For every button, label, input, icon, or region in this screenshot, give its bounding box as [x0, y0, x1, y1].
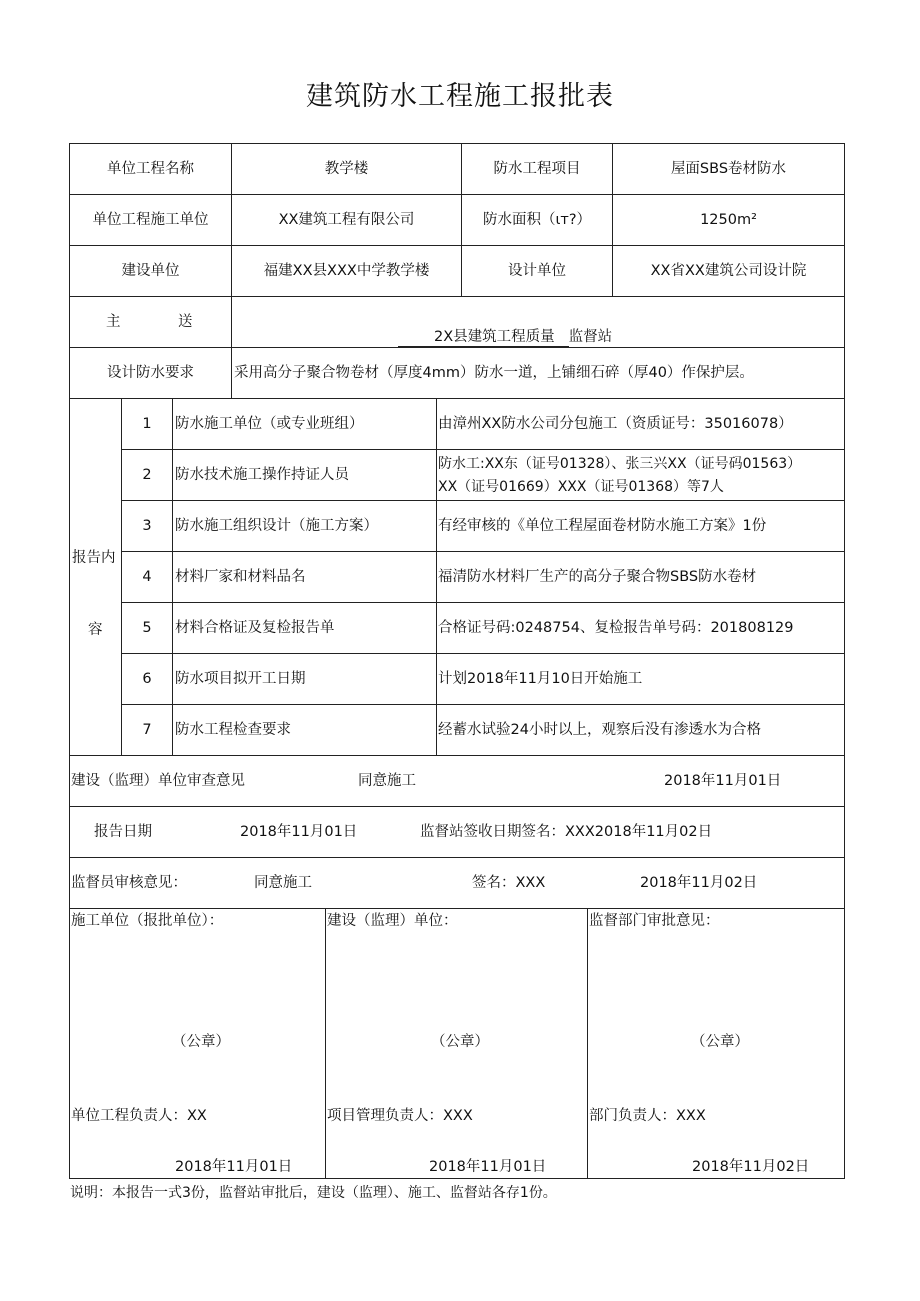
unit-name-value: 教学楼 — [324, 161, 369, 177]
row-3-value: 有经审核的《单位工程屋面卷材防水施工方案》1份 — [438, 518, 767, 534]
designer-value: XX省XX建筑公司设计院 — [650, 263, 807, 279]
footer-note: 说明：本报告一式3份，监督站审批后，建设（监理）、施工、监督站各存1份。 — [70, 1185, 557, 1201]
signoff-3-seal: （公章） — [691, 1034, 749, 1050]
row-3-no: 3 — [142, 518, 152, 534]
contractor-value: XX建筑工程有限公司 — [278, 212, 415, 228]
signoff-1-date: 2018年11月01日 — [175, 1159, 293, 1175]
station-sign-value: XXX2018年11月02日 — [565, 824, 713, 840]
signoff-2-date: 2018年11月01日 — [429, 1159, 547, 1175]
owner-review-label: 建设（监理）单位审查意见 — [71, 773, 245, 789]
area-label: 防水面积（ιт?） — [482, 212, 592, 228]
send-to-label-1: 主 — [106, 314, 121, 330]
signoff-2-person: 项目管理负责人：XXX — [327, 1108, 473, 1124]
page-title: 建筑防水工程施工报批表 — [306, 81, 614, 112]
row-4-value: 福清防水材料厂生产的高分子聚合物SBS防水卷材 — [438, 569, 757, 585]
signoff-1-header: 施工单位（报批单位）： — [71, 913, 224, 929]
owner-review-date: 2018年11月01日 — [664, 773, 782, 789]
signoff-1-seal: （公章） — [172, 1034, 230, 1050]
row-5-value: 合格证号码:0248754、复检报告单号码：201808129 — [438, 620, 794, 636]
project-label: 防水工程项目 — [493, 161, 581, 177]
row-6-item: 防水项目拟开工日期 — [175, 671, 306, 687]
designer-label: 设计单位 — [508, 263, 566, 279]
owner-label: 建设单位 — [121, 263, 180, 279]
row-7-no: 7 — [142, 722, 152, 738]
row-7-value: 经蓄水试验24小时以上，观察后没有渗透水为合格 — [438, 722, 761, 738]
row-3-item: 防水施工组织设计（施工方案） — [175, 518, 378, 534]
inspector-value: 同意施工 — [254, 875, 312, 891]
send-to-label-2: 送 — [178, 314, 193, 330]
signoff-3-person: 部门负责人：XXX — [589, 1108, 706, 1124]
signoff-2-seal: （公章） — [431, 1034, 489, 1050]
row-2-value: 防水工:XX东（证号01328）、张三兴XX（证号码01563） — [438, 456, 802, 472]
area-value: 1250m² — [700, 212, 757, 228]
station-sign — [420, 823, 712, 841]
send-to-blank — [398, 328, 434, 347]
row-7-item: 防水工程检查要求 — [175, 722, 291, 738]
design-req-value: 采用高分子聚合物卷材（厚度4mm）防水一道，上铺细石碎（厚40）作保护层。 — [234, 365, 754, 381]
station-sign-label: 监督站签收日期签名： — [420, 824, 565, 840]
row-1-value: 由漳州XX防水公司分包施工（资质证号：35016078） — [438, 416, 793, 432]
owner-value: 福建XX县XXX中学教学楼 — [263, 263, 430, 279]
project-value: 屋面SBS卷材防水 — [670, 161, 787, 177]
inspector-sign-label: 签名： — [472, 875, 516, 891]
signoff-1-person: 单位工程负责人：XX — [71, 1108, 207, 1124]
signoff-3-date: 2018年11月02日 — [692, 1159, 810, 1175]
owner-review-value: 同意施工 — [358, 773, 416, 789]
contractor-label: 单位工程施工单位 — [92, 212, 209, 228]
inspector-label: 监督员审核意见： — [71, 875, 187, 891]
signoff-2-header: 建设（监理）单位： — [327, 913, 458, 929]
send-to-prefix: 2X县建筑工程质量 — [434, 329, 555, 345]
inspector-sign-value: XXX — [515, 875, 546, 891]
send-to-value — [398, 328, 612, 347]
row-5-no: 5 — [142, 620, 152, 636]
report-date-value: 2018年11月01日 — [240, 824, 358, 840]
inspector-date: 2018年11月02日 — [640, 875, 758, 891]
row-1-no: 1 — [142, 416, 152, 432]
send-to-suffix: 监督站 — [568, 329, 613, 345]
row-2-value-line2: XX（证号01669）XXX（证号01368）等7人 — [438, 479, 724, 495]
inspector-sign — [472, 874, 545, 892]
report-date-label: 报告日期 — [94, 824, 152, 840]
row-6-no: 6 — [142, 671, 152, 687]
row-4-item: 材料厂家和材料品名 — [175, 569, 306, 585]
design-req-label: 设计防水要求 — [107, 365, 194, 381]
row-4-no: 4 — [142, 569, 152, 585]
row-6-value: 计划2018年11月10日开始施工 — [438, 671, 643, 687]
report-side-label-2: 容 — [88, 622, 103, 638]
row-2-no: 2 — [142, 467, 152, 483]
report-side-label-1: 报告内 — [72, 550, 116, 566]
signoff-3-header: 监督部门审批意见： — [589, 913, 720, 929]
unit-name-label: 单位工程名称 — [107, 161, 194, 177]
row-1-item: 防水施工单位（或专业班组） — [175, 416, 364, 432]
row-2-item: 防水技术施工操作持证人员 — [175, 467, 349, 483]
send-to-blank-2 — [555, 328, 569, 347]
row-5-item: 材料合格证及复检报告单 — [175, 620, 335, 636]
